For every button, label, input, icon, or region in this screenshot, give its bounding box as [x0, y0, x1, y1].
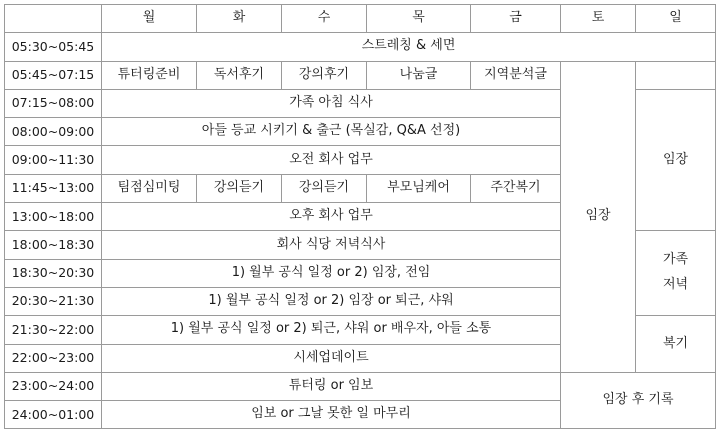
- schedule-cell: 1) 월부 공식 일정 or 2) 임장 or 퇴근, 샤워: [102, 287, 561, 315]
- schedule-cell-fri: 주간복기: [471, 174, 561, 202]
- day-header-tue: 화: [197, 5, 282, 33]
- schedule-cell-thu: 나눔글: [367, 61, 471, 89]
- time-cell: 20:30~21:30: [5, 287, 102, 315]
- schedule-cell-tue: 독서후기: [197, 61, 282, 89]
- corner-cell: [5, 5, 102, 33]
- schedule-cell-tue: 강의듣기: [197, 174, 282, 202]
- table-row: [5, 372, 716, 400]
- schedule-cell-wed: 강의듣기: [282, 174, 367, 202]
- day-header-thu: 목: [367, 5, 471, 33]
- sunday-dinner-line: 저녁: [662, 277, 689, 293]
- schedule-cell-mon: 튜터링준비: [102, 61, 197, 89]
- time-cell: 08:00~09:00: [5, 118, 102, 146]
- time-cell: 07:15~08:00: [5, 89, 102, 117]
- time-cell: 18:00~18:30: [5, 231, 102, 259]
- table-row: [5, 33, 716, 61]
- table-row: [5, 61, 716, 89]
- schedule-cell: 가족 아침 식사: [102, 89, 561, 117]
- schedule-cell: 오전 회사 업무: [102, 146, 561, 174]
- day-header-mon: 월: [102, 5, 197, 33]
- header-row: [5, 5, 716, 33]
- weekend-record-block: 임장 후 기록: [561, 372, 716, 429]
- day-header-fri: 금: [471, 5, 561, 33]
- day-header-sat: 토: [561, 5, 636, 33]
- schedule-cell: 회사 식당 저녁식사: [102, 231, 561, 259]
- sunday-imjang-block: 임장: [636, 89, 716, 230]
- time-cell: 09:00~11:30: [5, 146, 102, 174]
- time-cell: 23:00~24:00: [5, 372, 102, 400]
- schedule-cell: 스트레칭 & 세면: [102, 33, 716, 61]
- saturday-block: 임장: [561, 61, 636, 372]
- sunday-family-line: 가족: [662, 252, 689, 268]
- weekly-schedule-table: [4, 4, 716, 429]
- time-cell: 22:00~23:00: [5, 344, 102, 372]
- schedule-cell: 튜터링 or 임보: [102, 372, 561, 400]
- time-cell: 21:30~22:00: [5, 316, 102, 344]
- day-header-wed: 수: [282, 5, 367, 33]
- schedule-cell-mon: 팀점심미팅: [102, 174, 197, 202]
- schedule-cell: 시세업데이트: [102, 344, 561, 372]
- schedule-cell-wed: 강의후기: [282, 61, 367, 89]
- time-cell: 05:30~05:45: [5, 33, 102, 61]
- schedule-cell: 아들 등교 시키기 & 출근 (목실감, Q&A 선정): [102, 118, 561, 146]
- time-cell: 18:30~20:30: [5, 259, 102, 287]
- sunday-family-dinner-block: [636, 231, 716, 316]
- day-header-sun: 일: [636, 5, 716, 33]
- schedule-cell-fri: 지역분석글: [471, 61, 561, 89]
- time-cell: 05:45~07:15: [5, 61, 102, 89]
- sunday-empty-cell: [636, 61, 716, 89]
- schedule-cell-thu: 부모님케어: [367, 174, 471, 202]
- time-cell: 13:00~18:00: [5, 203, 102, 231]
- schedule-cell: 1) 월부 공식 일정 or 2) 임장, 전임: [102, 259, 561, 287]
- schedule-cell: 오후 회사 업무: [102, 203, 561, 231]
- time-cell: 24:00~01:00: [5, 401, 102, 429]
- time-cell: 11:45~13:00: [5, 174, 102, 202]
- schedule-cell: 임보 or 그날 못한 일 마무리: [102, 401, 561, 429]
- schedule-cell: 1) 월부 공식 일정 or 2) 퇴근, 샤워 or 배우자, 아들 소통: [102, 316, 561, 344]
- sunday-review-block: 복기: [636, 316, 716, 373]
